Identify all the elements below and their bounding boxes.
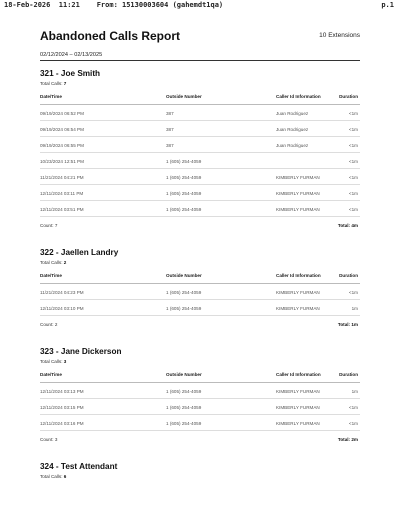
total-value: 4m xyxy=(351,223,358,228)
col-duration: Duration xyxy=(339,372,358,377)
table-row xyxy=(40,121,360,137)
cell-duration: 1m xyxy=(351,306,358,311)
table-header xyxy=(40,366,360,383)
cell-caller-id: KIMBERLY FURMAN xyxy=(276,389,320,394)
cell-outside-number: 387 xyxy=(166,127,174,132)
cell-caller-id: KIMBERLY FURMAN xyxy=(276,191,320,196)
col-caller-id: Caller Id Information xyxy=(276,94,321,99)
cell-outside-number: 1 (605) 254-4059 xyxy=(166,207,202,212)
section-title: 322 - Jaellen Landry xyxy=(40,248,119,257)
cell-caller-id: Juan Rodriguez xyxy=(276,111,309,116)
section-title: 323 - Jane Dickerson xyxy=(40,347,122,356)
cell-outside-number: 1 (605) 254-4059 xyxy=(166,405,202,410)
cell-datetime: 12/11/2024 03:16 PM xyxy=(40,421,84,426)
section-footer xyxy=(40,316,360,332)
table-row xyxy=(40,105,360,121)
total-calls-label: Total Calls: xyxy=(40,260,63,265)
col-duration: Duration xyxy=(339,273,358,278)
fax-header xyxy=(4,0,396,12)
total-calls-value: 3 xyxy=(63,359,67,364)
total-calls-label: Total Calls: xyxy=(40,81,63,86)
cell-duration: <1m xyxy=(348,290,358,295)
fax-page-number: p.1 xyxy=(381,1,394,9)
cell-duration: <1m xyxy=(348,207,358,212)
table-row xyxy=(40,284,360,300)
cell-outside-number: 1 (605) 254-4059 xyxy=(166,389,202,394)
col-datetime: Date/Time xyxy=(40,372,62,377)
table-row xyxy=(40,415,360,431)
cell-caller-id: KIMBERLY FURMAN xyxy=(276,207,320,212)
table-row xyxy=(40,383,360,399)
total-duration xyxy=(338,437,358,442)
total-calls-label: Total Calls: xyxy=(40,474,63,479)
cell-caller-id: Juan Rodriguez xyxy=(276,127,309,132)
cell-outside-number: 1 (605) 254-4059 xyxy=(166,191,202,196)
table-row xyxy=(40,201,360,217)
cell-outside-number: 387 xyxy=(166,111,174,116)
total-calls xyxy=(40,259,360,267)
cell-datetime: 09/19/2024 06:55 PM xyxy=(40,143,84,148)
cell-caller-id: KIMBERLY FURMAN xyxy=(276,290,320,295)
table-row xyxy=(40,300,360,316)
cell-outside-number: 1 (605) 254-4059 xyxy=(166,421,202,426)
col-caller-id: Caller Id Information xyxy=(276,273,321,278)
col-outside-number: Outside Number xyxy=(166,94,202,99)
cell-datetime: 12/11/2024 03:13 PM xyxy=(40,389,84,394)
cell-duration: 1m xyxy=(351,389,358,394)
cell-duration: <1m xyxy=(348,421,358,426)
cell-datetime: 09/19/2024 06:54 PM xyxy=(40,127,84,132)
total-value: 1m xyxy=(351,322,358,327)
table-row xyxy=(40,185,360,201)
col-duration: Duration xyxy=(339,94,358,99)
col-datetime: Date/Time xyxy=(40,94,62,99)
col-datetime: Date/Time xyxy=(40,273,62,278)
table-row xyxy=(40,137,360,153)
table-row xyxy=(40,169,360,185)
table-header xyxy=(40,88,360,105)
cell-duration: <1m xyxy=(348,159,358,164)
count xyxy=(40,437,57,442)
total-duration xyxy=(338,322,358,327)
count xyxy=(40,322,57,327)
total-duration xyxy=(338,223,358,228)
cell-outside-number: 1 (605) 254-4059 xyxy=(166,159,202,164)
table-row xyxy=(40,399,360,415)
extension-section-324 xyxy=(40,461,360,481)
total-label: Total: xyxy=(337,322,351,327)
cell-outside-number: 387 xyxy=(166,143,174,148)
extension-section-321 xyxy=(40,68,360,233)
total-value: 2m xyxy=(351,437,358,442)
cell-caller-id: KIMBERLY FURMAN xyxy=(276,306,320,311)
cell-datetime: 11/21/2024 04:23 PM xyxy=(40,290,84,295)
col-caller-id: Caller Id Information xyxy=(276,372,321,377)
cell-outside-number: 1 (605) 254-4059 xyxy=(166,306,202,311)
cell-outside-number: 1 (605) 254-4059 xyxy=(166,290,202,295)
cell-datetime: 12/11/2024 03:10 PM xyxy=(40,306,84,311)
col-outside-number: Outside Number xyxy=(166,372,202,377)
extension-section-322 xyxy=(40,247,360,332)
total-calls-label: Total Calls: xyxy=(40,359,63,364)
cell-duration: <1m xyxy=(348,191,358,196)
cell-duration: <1m xyxy=(348,405,358,410)
cell-duration: <1m xyxy=(348,143,358,148)
title-divider xyxy=(40,60,360,61)
count-value: 7 xyxy=(54,223,58,228)
count xyxy=(40,223,57,228)
section-footer xyxy=(40,431,360,447)
cell-caller-id: Juan Rodriguez xyxy=(276,143,309,148)
cell-datetime: 11/21/2024 04:21 PM xyxy=(40,175,84,180)
section-title: 321 - Joe Smith xyxy=(40,69,101,78)
count-value: 3 xyxy=(54,437,58,442)
count-label: Count: xyxy=(40,322,54,327)
cell-datetime: 09/19/2024 06:52 PM xyxy=(40,111,84,116)
section-footer xyxy=(40,217,360,233)
total-calls xyxy=(40,358,360,366)
cell-caller-id: KIMBERLY FURMAN xyxy=(276,175,320,180)
extensions-count: 10 Extensions xyxy=(319,32,360,39)
extension-section-323 xyxy=(40,346,360,447)
cell-outside-number: 1 (605) 254-4059 xyxy=(166,175,202,180)
fax-header-info: 18-Feb-2026 11:21 From: 15130003604 (gahemdt1qa) xyxy=(4,1,224,9)
table-header xyxy=(40,267,360,284)
total-label: Total: xyxy=(337,437,351,442)
cell-duration: <1m xyxy=(348,127,358,132)
section-title: 324 - Test Attendant xyxy=(40,462,118,471)
cell-caller-id: KIMBERLY FURMAN xyxy=(276,421,320,426)
total-calls xyxy=(40,80,360,88)
total-calls xyxy=(40,473,360,481)
total-calls-value: 2 xyxy=(63,260,67,265)
count-label: Count: xyxy=(40,437,54,442)
cell-duration: <1m xyxy=(348,175,358,180)
cell-datetime: 10/23/2024 12:51 PM xyxy=(40,159,84,164)
cell-datetime: 12/11/2024 03:11 PM xyxy=(40,191,84,196)
cell-duration: <1m xyxy=(348,111,358,116)
date-range: 02/12/2024 – 02/13/2025 xyxy=(40,52,103,58)
total-calls-value: 7 xyxy=(63,81,67,86)
cell-datetime: 12/11/2024 03:15 PM xyxy=(40,405,84,410)
table-row xyxy=(40,153,360,169)
col-outside-number: Outside Number xyxy=(166,273,202,278)
total-calls-value: 6 xyxy=(63,474,67,479)
report-title: Abandoned Calls Report xyxy=(40,29,181,43)
count-value: 2 xyxy=(54,322,58,327)
count-label: Count: xyxy=(40,223,54,228)
total-label: Total: xyxy=(337,223,351,228)
cell-caller-id: KIMBERLY FURMAN xyxy=(276,405,320,410)
cell-datetime: 12/11/2024 03:51 PM xyxy=(40,207,84,212)
